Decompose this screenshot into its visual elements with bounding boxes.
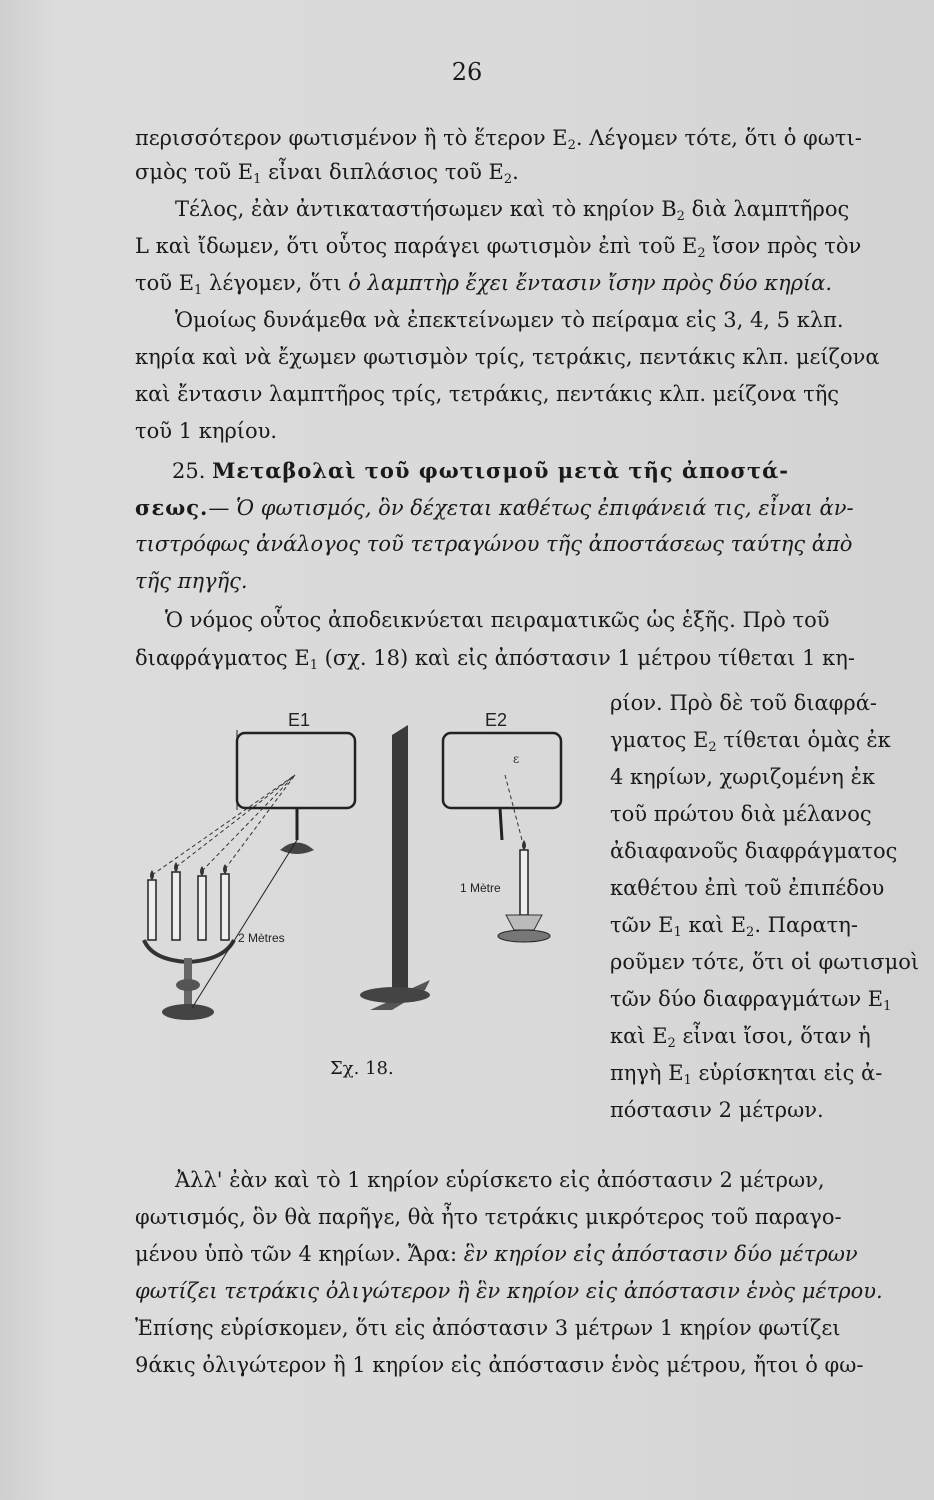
text-run: 25. [172, 459, 213, 483]
text-run: Ὁ φωτισμός, ὃν δέχεται καθέτως ἐπιφάνειά τις, εἶναι ἀν- [236, 496, 854, 520]
text-line [135, 534, 852, 555]
text-line [610, 693, 877, 714]
text-line [135, 1244, 858, 1265]
text-run: καθέτου ἐπὶ τοῦ ἐπιπέδου [610, 876, 885, 900]
text-run: γματος Ε [610, 728, 709, 752]
text-run: Ὁ νόμος οὗτος ἀποδεικνύεται πειραματικῶς ὡς ἑξῆς. Πρὸ τοῦ [165, 608, 830, 632]
text-run: διαφράγματος Ε [135, 646, 310, 670]
text-run: 2 [676, 209, 685, 224]
text-run: 9άκις ὀλιγώτερον ἢ 1 κηρίον εἰς ἀπόστασιν ἑνὸς μέτρου, ἤτοι ὁ φω- [135, 1353, 864, 1377]
text-line [135, 1318, 840, 1339]
label-e2: E2 [485, 710, 508, 730]
text-run: πηγὴ Ε [610, 1061, 684, 1085]
text-run: Τέλος, ἐὰν ἀντικαταστήσωμεν καὶ τὸ κηρίον Β [175, 197, 677, 221]
text-run: τοῦ πρώτου διὰ μέλανος [610, 802, 872, 826]
text-run: ἴσον πρὸς τὸν [705, 234, 862, 258]
text-run: Ἐπίσης εὑρίσκομεν, ὅτι εἰς ἀπόστασιν 3 μέτρων 1 κηρίον φωτίζει [135, 1316, 841, 1340]
text-run: τίθεται ὁμὰς ἐκ [716, 728, 891, 752]
text-line [135, 236, 861, 260]
text-line [610, 804, 872, 825]
text-run: εἶναι διπλάσιος τοῦ Ε [261, 160, 504, 184]
text-run: Ὁμοίως δυνάμεθα νὰ ἐπεκτείνωμεν τὸ πείραμα εἰς 3, 4, 5 κλπ. [175, 308, 844, 332]
text-line [135, 1207, 842, 1228]
text-line [165, 610, 830, 631]
text-run: 1 [194, 283, 203, 298]
text-run: πόστασιν 2 μέτρων. [610, 1098, 824, 1122]
text-run: σεως. [135, 495, 209, 520]
text-run: Μεταβολαὶ τοῦ φωτισμοῦ μετὰ τῆς ἀποστά- [212, 458, 789, 483]
text-run: 1 [883, 999, 892, 1014]
text-line [135, 421, 277, 442]
screen-e2 [443, 710, 561, 840]
text-line [610, 1063, 882, 1087]
text-run: . Παρατη- [754, 913, 858, 937]
black-partition [360, 725, 430, 1010]
text-run: ὁ λαμπτὴρ ἔχει ἔντασιν ἴσην πρὸς δύο κηρία. [348, 271, 833, 295]
text-line [610, 1026, 871, 1050]
text-run: Ἀλλ' ἐὰν καὶ τὸ 1 κηρίον εὑρίσκετο εἰς ἀπόστασιν 2 μέτρων, [175, 1168, 825, 1192]
page-number: 26 [451, 58, 483, 86]
text-line [175, 1170, 825, 1191]
text-line [135, 1281, 883, 1302]
text-run: λέγομεν, ὅτι [202, 271, 349, 295]
text-line [135, 162, 519, 186]
text-line [135, 128, 862, 152]
text-line [135, 347, 880, 368]
text-run: σμὸς τοῦ Ε [135, 160, 254, 184]
text-run: τοῦ 1 κηρίου. [135, 419, 278, 443]
text-line [175, 310, 844, 331]
text-run: ρίον. Πρὸ δὲ τοῦ διαφρά- [610, 691, 877, 715]
text-line [610, 952, 919, 973]
text-run: φωτίζει τετράκις ὀλιγώτερον ἢ ἓν κηρίον εἰς ἀπόστασιν ἑνὸς μέτρου. [135, 1279, 883, 1303]
text-run: καὶ ἔντασιν λαμπτῆρος τρίς, τετράκις, πεντάκις κλπ. μείζονα τῆς [135, 382, 840, 406]
text-run: φωτισμός, ὃν θὰ παρῆγε, θὰ ἦτο τετράκις μικρότερος τοῦ παραγο- [135, 1205, 842, 1229]
text-run: 4 κηρίων, χωριζομένη ἐκ [610, 765, 875, 789]
text-run: μένου ὑπὸ τῶν 4 κηρίων. Ἄρα: [135, 1242, 464, 1266]
label-small-e: ε [513, 752, 520, 766]
text-run: τιστρόφως ἀνάλογος τοῦ τετραγώνου τῆς ἀποστάσεως ταύτης ἀπὸ [135, 532, 853, 556]
text-run: τοῦ Ε [135, 271, 195, 295]
text-line [135, 273, 832, 297]
text-run: L καὶ ἴδωμεν, ὅτι οὗτος παράγει φωτισμὸν ἐπὶ τοῦ Ε [135, 234, 698, 258]
text-run: εὑρίσκηται εἰς ἀ- [691, 1061, 883, 1085]
text-run: 2 [697, 246, 706, 261]
text-run: 1 [683, 1073, 692, 1088]
text-line [610, 767, 875, 788]
text-line [175, 199, 849, 223]
text-run: εἶναι ἴσοι, ὅταν ἡ [675, 1024, 871, 1048]
text-line [610, 989, 891, 1013]
text-line [610, 915, 858, 939]
text-line [610, 841, 897, 862]
label-1m: 1 Mètre [460, 881, 501, 895]
text-line [610, 1100, 824, 1121]
label-e1: E1 [288, 710, 311, 730]
text-run: . Λέγομεν τότε, ὅτι ὁ φωτι- [575, 126, 862, 150]
text-run: 1 [309, 658, 318, 673]
text-line [135, 1355, 863, 1376]
text-run: ροῦμεν τότε, ὅτι οἱ φωτισμοὶ [610, 950, 920, 974]
text-run: ἀδιαφανοῦς διαφράγματος [610, 839, 898, 863]
text-run: τῆς πηγῆς. [135, 569, 248, 593]
text-run: καὶ Ε [681, 913, 747, 937]
text-run: . [512, 160, 519, 184]
text-line [135, 648, 855, 672]
single-candle [460, 775, 550, 942]
text-line [610, 878, 884, 899]
text-run: 2 [503, 172, 513, 187]
text-line [135, 571, 248, 592]
screen-e1 [237, 710, 355, 854]
text-line [135, 497, 854, 519]
text-run: καὶ Ε [610, 1024, 668, 1048]
text-run: 2 [746, 925, 755, 940]
label-2m: 2 Mètres [238, 931, 285, 945]
text-line [610, 730, 891, 754]
four-candle-candelabra [144, 775, 297, 1020]
text-run: τῶν δύο διαφραγμάτων Ε [610, 987, 884, 1011]
text-run: 2 [667, 1036, 676, 1051]
text-run: 1 [673, 925, 682, 940]
text-run: — [208, 496, 237, 520]
text-run: 2 [708, 740, 717, 755]
text-run: κηρία καὶ νὰ ἔχωμεν φωτισμὸν τρίς, τετράκις, πεντάκις κλπ. μείζονα [135, 345, 880, 369]
text-run: διὰ λαμπτῆρος [684, 197, 850, 221]
figure-18-illustration [130, 690, 590, 1110]
text-run: (σχ. 18) καὶ εἰς ἀπόστασιν 1 μέτρου τίθεται 1 κη- [317, 646, 855, 670]
text-run: 2 [567, 138, 576, 153]
text-run: περισσότερον φωτισμένον ἢ τὸ ἕτερον Ε [135, 126, 568, 150]
text-run: τῶν Ε [610, 913, 674, 937]
text-line [172, 460, 789, 482]
figure-caption: Σχ. 18. [330, 1058, 394, 1079]
text-run: ἓν κηρίον εἰς ἀπόστασιν δύο μέτρων [463, 1242, 858, 1266]
text-line [135, 384, 839, 405]
text-run: 1 [253, 172, 262, 187]
